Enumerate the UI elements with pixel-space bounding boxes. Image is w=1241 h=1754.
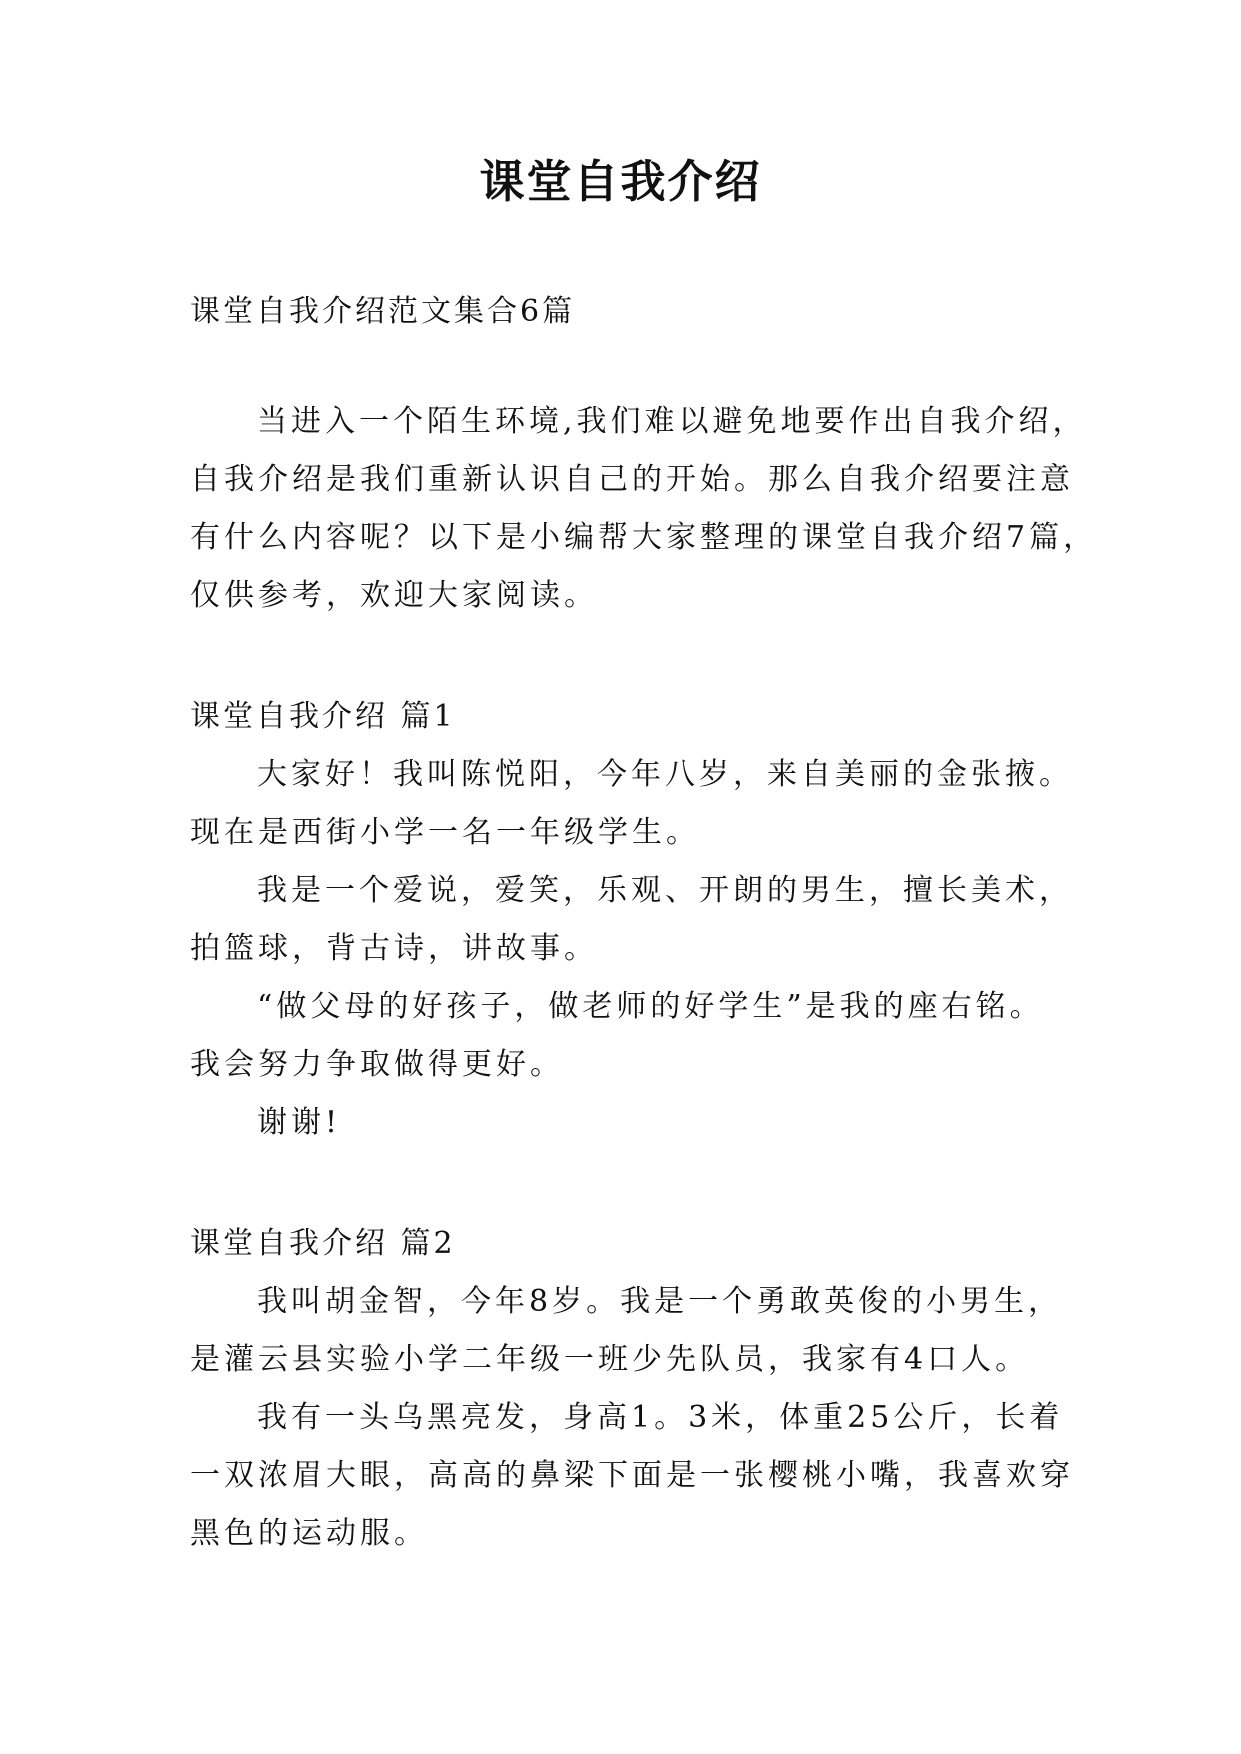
section1-line: 谢谢! [257, 1105, 342, 1140]
intro-line: 自我介绍是我们重新认识自己的开始。那么自我介绍要注意 [190, 462, 1074, 497]
section1-line: 我是一个爱说，爱笑，乐观、开朗的男生，擅长美术， [257, 873, 1073, 908]
section-heading-1: 课堂自我介绍 篇1 [190, 699, 456, 734]
section2-line: 是灌云县实验小学二年级一班少先队员，我家有4口人。 [190, 1342, 1030, 1377]
document-subtitle: 课堂自我介绍范文集合6篇 [190, 294, 576, 329]
section1-line: 我会努力争取做得更好。 [190, 1047, 564, 1082]
page-title: 课堂自我介绍 [479, 155, 762, 208]
intro-line: 当进入一个陌生环境,我们难以避免地要作出自我介绍， [257, 404, 1087, 439]
section2-line: 我叫胡金智，今年8岁。我是一个勇敢英俊的小男生， [257, 1284, 1063, 1319]
section1-line: 现在是西街小学一名一年级学生。 [190, 815, 700, 850]
section1-line: “做父母的好孩子，做老师的好学生”是我的座右铭。 [257, 989, 1044, 1024]
section2-line: 我有一头乌黑亮发，身高1。3米，体重25公斤，长着 [257, 1400, 1064, 1435]
intro-line: 仅供参考，欢迎大家阅读。 [190, 578, 598, 613]
section1-line: 大家好！我叫陈悦阳，今年八岁，来自美丽的金张掖。 [257, 757, 1073, 792]
section2-line: 一双浓眉大眼，高高的鼻梁下面是一张樱桃小嘴，我喜欢穿 [190, 1458, 1074, 1493]
section1-line: 拍篮球，背古诗，讲故事。 [190, 931, 598, 966]
intro-line: 有什么内容呢？以下是小编帮大家整理的课堂自我介绍7篇， [190, 520, 1098, 555]
section-heading-2: 课堂自我介绍 篇2 [190, 1226, 456, 1261]
section2-line: 黑色的运动服。 [190, 1516, 428, 1551]
